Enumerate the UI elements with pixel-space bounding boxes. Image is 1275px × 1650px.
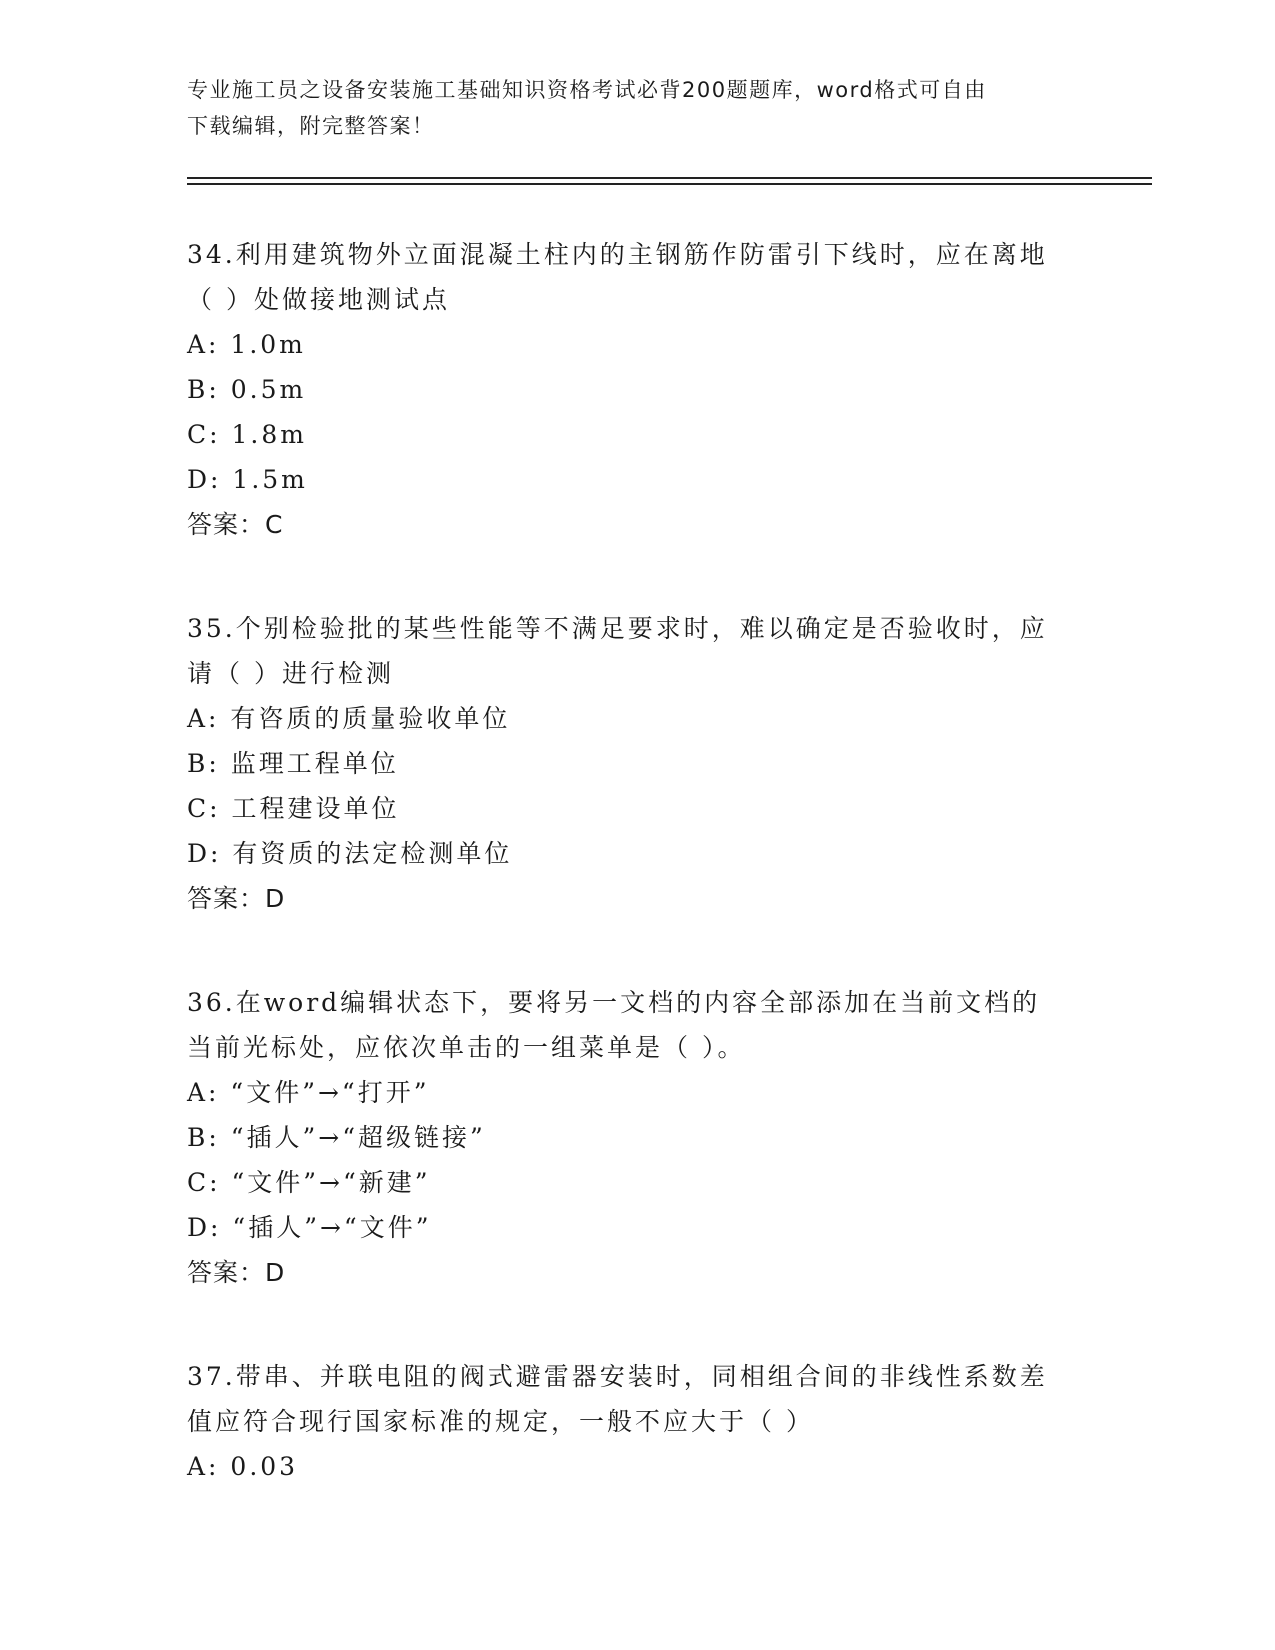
question-text-line1: 34.利用建筑物外立面混凝土柱内的主钢筋作防雷引下线时，应在离地	[187, 240, 1048, 269]
header-divider-top	[187, 177, 1152, 179]
question-text-line2: （ ）处做接地测试点	[187, 285, 450, 314]
option-a: A: “文件”→“打开”	[187, 1078, 430, 1107]
header-title-line1: 专业施工员之设备安装施工基础知识资格考试必背200题题库，word格式可自由	[187, 78, 987, 102]
option-c: C: 1.8m	[187, 420, 307, 449]
option-a: A: 有咨质的质量验收单位	[187, 704, 511, 733]
option-c: C: “文件”→“新建”	[187, 1168, 431, 1197]
option-d: D: 1.5m	[187, 465, 308, 494]
question-text-line1: 36.在word编辑状态下，要将另一文档的内容全部添加在当前文档的	[187, 988, 1041, 1017]
question-text-line1: 35.个别检验批的某些性能等不满足要求时，难以确定是否验收时，应	[187, 614, 1048, 643]
header-divider-bottom	[187, 183, 1152, 185]
option-b: B: 0.5m	[187, 375, 307, 404]
answer-label: 答案：C	[187, 510, 284, 539]
question-text-line2: 请（ ）进行检测	[187, 659, 394, 688]
option-a: A: 1.0m	[187, 330, 306, 359]
question-text-line2: 当前光标处，应依次单击的一组菜单是（ ）。	[187, 1033, 746, 1062]
question-text-line2: 值应符合现行国家标准的规定，一般不应大于（ ）	[187, 1407, 814, 1436]
header-title-line2: 下载编辑，附完整答案！	[187, 114, 435, 138]
option-a: A: 0.03	[187, 1452, 299, 1481]
option-d: D: “插人”→“文件”	[187, 1213, 432, 1242]
answer-label: 答案：D	[187, 884, 286, 913]
option-c: C: 工程建设单位	[187, 794, 400, 823]
answer-label: 答案：D	[187, 1258, 286, 1287]
question-list	[187, 232, 1087, 1548]
option-b: B: 监理工程单位	[187, 749, 399, 778]
question-37	[187, 1354, 1087, 1489]
question-34	[187, 232, 1087, 547]
document-header	[187, 72, 1087, 144]
question-36	[187, 980, 1087, 1295]
option-b: B: “插人”→“超级链接”	[187, 1123, 486, 1152]
question-text-line1: 37.带串、并联电阻的阀式避雷器安装时，同相组合间的非线性系数差	[187, 1362, 1048, 1391]
question-35	[187, 606, 1087, 921]
option-d: D: 有资质的法定检测单位	[187, 839, 513, 868]
